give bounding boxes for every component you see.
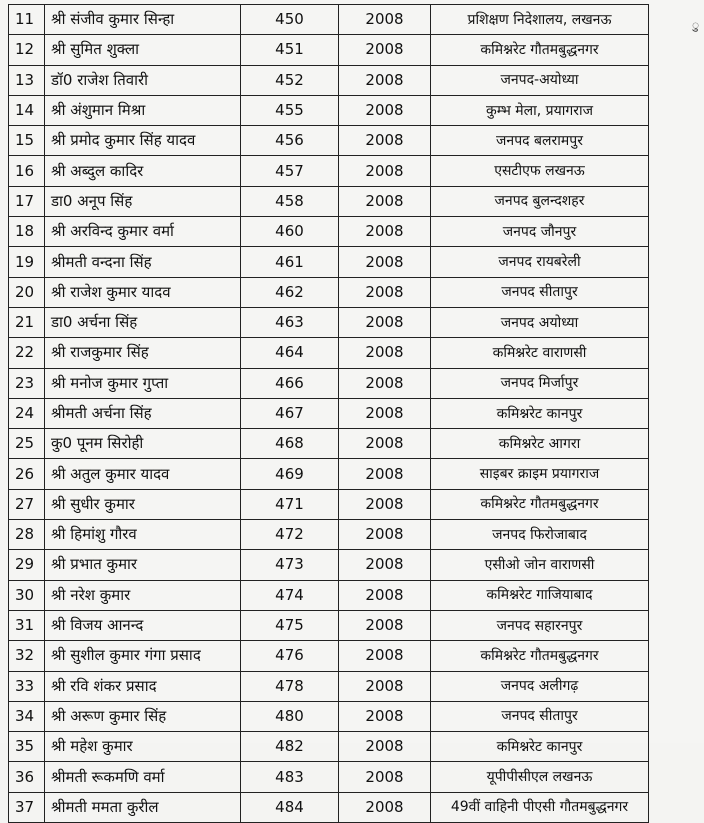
batch-year-cell: 2008 [339,217,431,247]
posting-cell: कमिश्नरेट आगरा [431,429,649,459]
serial-number-cell: 25 [9,429,45,459]
seniority-number-cell: 462 [241,277,339,307]
serial-number-cell: 11 [9,5,45,35]
serial-number-cell: 24 [9,398,45,428]
serial-number-cell: 15 [9,126,45,156]
table-row [9,732,649,762]
serial-number-cell: 28 [9,520,45,550]
officer-name-cell: श्रीमती रूकमणि वर्मा [45,762,241,792]
serial-number-cell: 14 [9,95,45,125]
seniority-number-cell: 450 [241,5,339,35]
table-row [9,95,649,125]
batch-year-cell: 2008 [339,65,431,95]
seniority-number-cell: 482 [241,732,339,762]
batch-year-cell: 2008 [339,701,431,731]
serial-number-cell: 13 [9,65,45,95]
posting-cell: जनपद मिर्जापुर [431,368,649,398]
officer-name-cell: श्रीमती ममता कुरील [45,792,241,822]
seniority-number-cell: 460 [241,217,339,247]
table-row [9,762,649,792]
table-row [9,701,649,731]
serial-number-cell: 36 [9,762,45,792]
batch-year-cell: 2008 [339,95,431,125]
seniority-number-cell: 458 [241,186,339,216]
officer-name-cell: श्री महेश कुमार [45,732,241,762]
posting-cell: जनपद रायबरेली [431,247,649,277]
posting-cell: जनपद सहारनपुर [431,610,649,640]
seniority-number-cell: 474 [241,580,339,610]
table-row [9,217,649,247]
table-row [9,307,649,337]
serial-number-cell: 27 [9,489,45,519]
seniority-number-cell: 472 [241,520,339,550]
seniority-number-cell: 471 [241,489,339,519]
seniority-number-cell: 473 [241,550,339,580]
officer-name-cell: श्री सुशील कुमार गंगा प्रसाद [45,641,241,671]
posting-cell: साइबर क्राइम प्रयागराज [431,459,649,489]
table-row [9,5,649,35]
seniority-number-cell: 478 [241,671,339,701]
batch-year-cell: 2008 [339,550,431,580]
officer-name-cell: श्री सुधीर कुमार [45,489,241,519]
batch-year-cell: 2008 [339,489,431,519]
officer-name-cell: श्री अंशुमान मिश्रा [45,95,241,125]
table-row [9,35,649,65]
table-row [9,338,649,368]
serial-number-cell: 33 [9,671,45,701]
serial-number-cell: 18 [9,217,45,247]
batch-year-cell: 2008 [339,671,431,701]
officer-name-cell: श्री राजकुमार सिंह [45,338,241,368]
officer-name-cell: श्री नरेश कुमार [45,580,241,610]
serial-number-cell: 30 [9,580,45,610]
seniority-number-cell: 468 [241,429,339,459]
serial-number-cell: 20 [9,277,45,307]
serial-number-cell: 26 [9,459,45,489]
table-row [9,580,649,610]
batch-year-cell: 2008 [339,368,431,398]
serial-number-cell: 29 [9,550,45,580]
officer-name-cell: श्री अतुल कुमार यादव [45,459,241,489]
batch-year-cell: 2008 [339,429,431,459]
posting-cell: जनपद सीतापुर [431,277,649,307]
posting-cell: जनपद सीतापुर [431,701,649,731]
posting-cell: जनपद जौनपुर [431,217,649,247]
serial-number-cell: 31 [9,610,45,640]
batch-year-cell: 2008 [339,610,431,640]
posting-cell: 49वीं वाहिनी पीएसी गौतमबुद्धनगर [431,792,649,822]
table-row [9,550,649,580]
table-row [9,398,649,428]
serial-number-cell: 12 [9,35,45,65]
seniority-number-cell: 452 [241,65,339,95]
seniority-number-cell: 480 [241,701,339,731]
serial-number-cell: 16 [9,156,45,186]
officer-name-cell: डा0 अर्चना सिंह [45,307,241,337]
officer-name-cell: श्री अरूण कुमार सिंह [45,701,241,731]
batch-year-cell: 2008 [339,641,431,671]
table-row [9,489,649,519]
seniority-number-cell: 456 [241,126,339,156]
batch-year-cell: 2008 [339,398,431,428]
seniority-number-cell: 483 [241,762,339,792]
posting-cell: एसीओ जोन वाराणसी [431,550,649,580]
serial-number-cell: 19 [9,247,45,277]
seniority-number-cell: 466 [241,368,339,398]
posting-cell: कमिश्नरेट गौतमबुद्धनगर [431,35,649,65]
batch-year-cell: 2008 [339,186,431,216]
seniority-number-cell: 484 [241,792,339,822]
posting-cell: कमिश्नरेट गौतमबुद्धनगर [431,489,649,519]
batch-year-cell: 2008 [339,126,431,156]
batch-year-cell: 2008 [339,792,431,822]
batch-year-cell: 2008 [339,5,431,35]
officer-name-cell: श्री प्रमोद कुमार सिंह यादव [45,126,241,156]
table-row [9,247,649,277]
batch-year-cell: 2008 [339,156,431,186]
table-row [9,126,649,156]
posting-cell: जनपद बलरामपुर [431,126,649,156]
officer-posting-table [8,4,649,823]
table-row [9,792,649,822]
batch-year-cell: 2008 [339,580,431,610]
serial-number-cell: 35 [9,732,45,762]
table-row [9,368,649,398]
batch-year-cell: 2008 [339,520,431,550]
posting-cell: जनपद फिरोजाबाद [431,520,649,550]
officer-name-cell: श्रीमती वन्दना सिंह [45,247,241,277]
serial-number-cell: 23 [9,368,45,398]
officer-name-cell: श्री सुमित शुक्ला [45,35,241,65]
serial-number-cell: 21 [9,307,45,337]
officer-name-cell: श्रीमती अर्चना सिंह [45,398,241,428]
seniority-number-cell: 476 [241,641,339,671]
officer-name-cell: श्री प्रभात कुमार [45,550,241,580]
posting-cell: कमिश्नरेट वाराणसी [431,338,649,368]
batch-year-cell: 2008 [339,277,431,307]
posting-cell: कमिश्नरेट कानपुर [431,732,649,762]
seniority-number-cell: 451 [241,35,339,65]
seniority-number-cell: 475 [241,610,339,640]
posting-cell: कमिश्नरेट गाजियाबाद [431,580,649,610]
officer-name-cell: श्री मनोज कुमार गुप्ता [45,368,241,398]
posting-cell: कमिश्नरेट कानपुर [431,398,649,428]
table-row [9,610,649,640]
serial-number-cell: 17 [9,186,45,216]
batch-year-cell: 2008 [339,247,431,277]
posting-cell: प्रशिक्षण निदेशालय, लखनऊ [431,5,649,35]
table-row [9,65,649,95]
seniority-number-cell: 463 [241,307,339,337]
posting-cell: कमिश्नरेट गौतमबुद्धनगर [431,641,649,671]
posting-cell: कुम्भ मेला, प्रयागराज [431,95,649,125]
batch-year-cell: 2008 [339,338,431,368]
posting-cell: जनपद अयोध्या [431,307,649,337]
batch-year-cell: 2008 [339,732,431,762]
seniority-number-cell: 467 [241,398,339,428]
officer-name-cell: श्री रवि शंकर प्रसाद [45,671,241,701]
seniority-number-cell: 457 [241,156,339,186]
table-row [9,671,649,701]
batch-year-cell: 2008 [339,762,431,792]
officer-name-cell: कु0 पूनम सिरोही [45,429,241,459]
batch-year-cell: 2008 [339,307,431,337]
table-row [9,429,649,459]
seniority-number-cell: 455 [241,95,339,125]
seniority-number-cell: 469 [241,459,339,489]
posting-cell: जनपद-अयोध्या [431,65,649,95]
table-row [9,641,649,671]
posting-cell: जनपद अलीगढ़ [431,671,649,701]
table-row [9,459,649,489]
batch-year-cell: 2008 [339,459,431,489]
table-row [9,186,649,216]
table-body [9,5,649,823]
officer-name-cell: श्री संजीव कुमार सिन्हा [45,5,241,35]
officer-name-cell: डॉ0 राजेश तिवारी [45,65,241,95]
table-row [9,156,649,186]
table-row [9,277,649,307]
officer-name-cell: श्री अरविन्द कुमार वर्मा [45,217,241,247]
serial-number-cell: 32 [9,641,45,671]
serial-number-cell: 34 [9,701,45,731]
posting-cell: यूपीपीसीएल लखनऊ [431,762,649,792]
officer-name-cell: श्री हिमांशु गौरव [45,520,241,550]
officer-name-cell: डा0 अनूप सिंह [45,186,241,216]
officer-name-cell: श्री विजय आनन्द [45,610,241,640]
seniority-number-cell: 464 [241,338,339,368]
table-row [9,520,649,550]
batch-year-cell: 2008 [339,35,431,65]
posting-cell: जनपद बुलन्दशहर [431,186,649,216]
seniority-number-cell: 461 [241,247,339,277]
officer-name-cell: श्री अब्दुल कादिर [45,156,241,186]
serial-number-cell: 22 [9,338,45,368]
officer-name-cell: श्री राजेश कुमार यादव [45,277,241,307]
serial-number-cell: 37 [9,792,45,822]
posting-cell: एसटीएफ लखनऊ [431,156,649,186]
edge-mark: ु [692,18,700,32]
